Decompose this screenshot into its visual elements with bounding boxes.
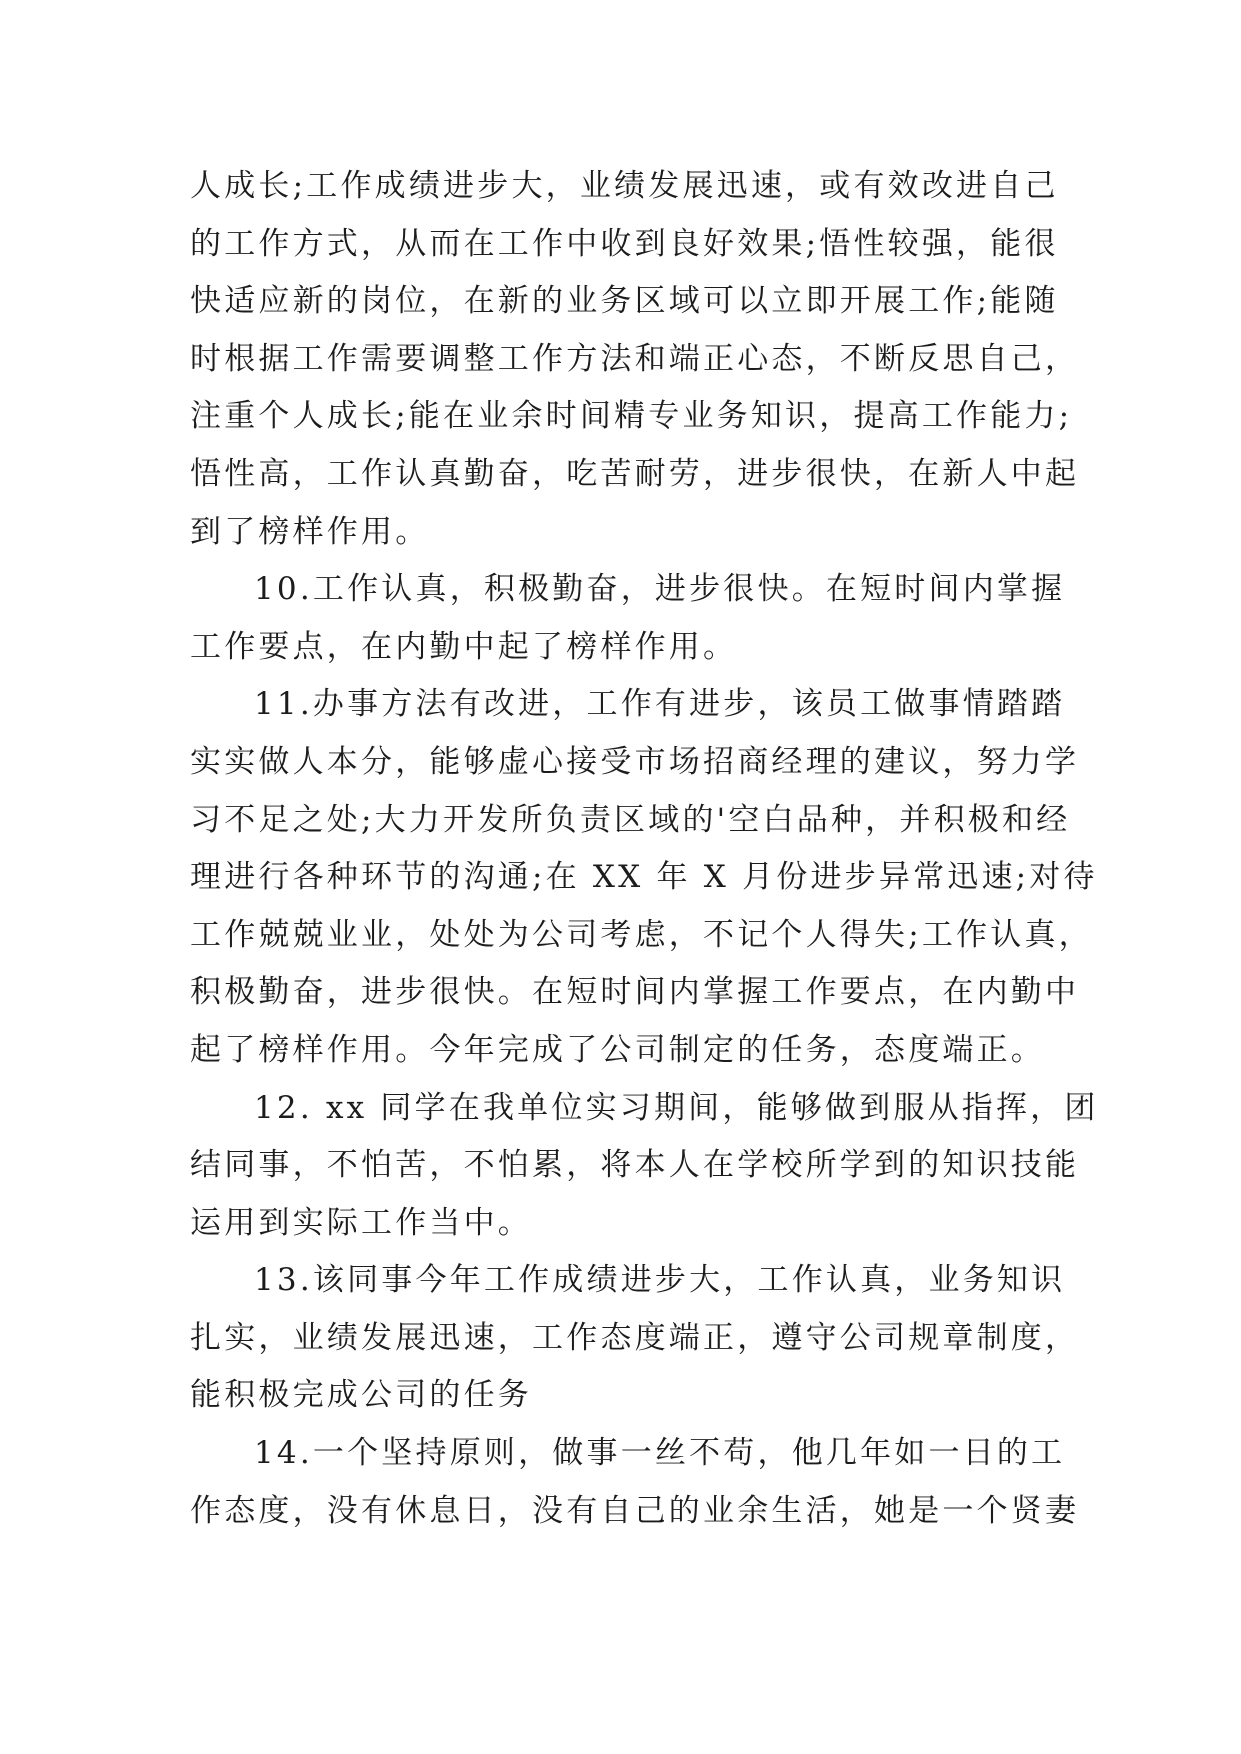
document-body xyxy=(190,158,1099,1540)
paragraph-start-line: 13.该同事今年工作成绩进步大，工作认真，业务知识 xyxy=(254,1262,1066,1299)
text-line: 悟性高，工作认真勤奋，吃苦耐劳，进步很快，在新人中起 xyxy=(190,455,1080,492)
text-line: 人成长;工作成绩进步大，业绩发展迅速，或有效改进自己 xyxy=(190,168,1059,204)
text-line: 时根据工作需要调整工作方法和端正心态，不断反思自己， xyxy=(190,340,1080,377)
text-line: 实实做人本分，能够虚心接受市场招商经理的建议，努力学 xyxy=(190,743,1080,780)
text-line: 结同事，不怕苦，不怕累，将本人在学校所学到的知识技能 xyxy=(190,1147,1080,1184)
text-line: 起了榜样作用。今年完成了公司制定的任务，态度端正。 xyxy=(190,1031,1045,1068)
paragraph-start-line: 12. xx 同学在我单位实习期间，能够做到服从指挥，团 xyxy=(254,1089,1099,1126)
text-line: 的工作方式，从而在工作中收到良好效果;悟性较强，能很 xyxy=(190,225,1059,262)
text-line: 注重个人成长;能在业余时间精专业务知识，提高工作能力; xyxy=(190,398,1073,435)
text-line: 运用到实际工作当中。 xyxy=(190,1204,532,1241)
paragraph-start-line: 11.办事方法有改进，工作有进步，该员工做事情踏踏 xyxy=(254,686,1066,723)
text-line: 理进行各种环节的沟通;在 XX 年 X 月份进步异常迅速;对待 xyxy=(190,859,1098,896)
text-line: 到了榜样作用。 xyxy=(190,513,430,550)
text-line: 工作兢兢业业，处处为公司考虑，不记个人得失;工作认真， xyxy=(190,916,1093,953)
paragraph-start-line: 10.工作认真，积极勤奋，进步很快。在短时间内掌握 xyxy=(254,571,1066,608)
text-line: 工作要点，在内勤中起了榜样作用。 xyxy=(190,628,738,665)
paragraph-start-line: 14.一个坚持原则，做事一丝不苟，他几年如一日的工 xyxy=(254,1435,1066,1472)
text-line: 习不足之处;大力开发所负责区域的'空白品种，并积极和经 xyxy=(190,801,1071,838)
text-line: 能积极完成公司的任务 xyxy=(190,1377,532,1414)
text-line: 积极勤奋，进步很快。在短时间内掌握工作要点，在内勤中 xyxy=(190,974,1080,1011)
text-line: 作态度，没有休息日，没有自己的业余生活，她是一个贤妻 xyxy=(190,1492,1080,1529)
text-line: 快适应新的岗位，在新的业务区域可以立即开展工作;能随 xyxy=(190,283,1059,320)
text-line: 扎实，业绩发展迅速，工作态度端正，遵守公司规章制度， xyxy=(190,1319,1080,1356)
